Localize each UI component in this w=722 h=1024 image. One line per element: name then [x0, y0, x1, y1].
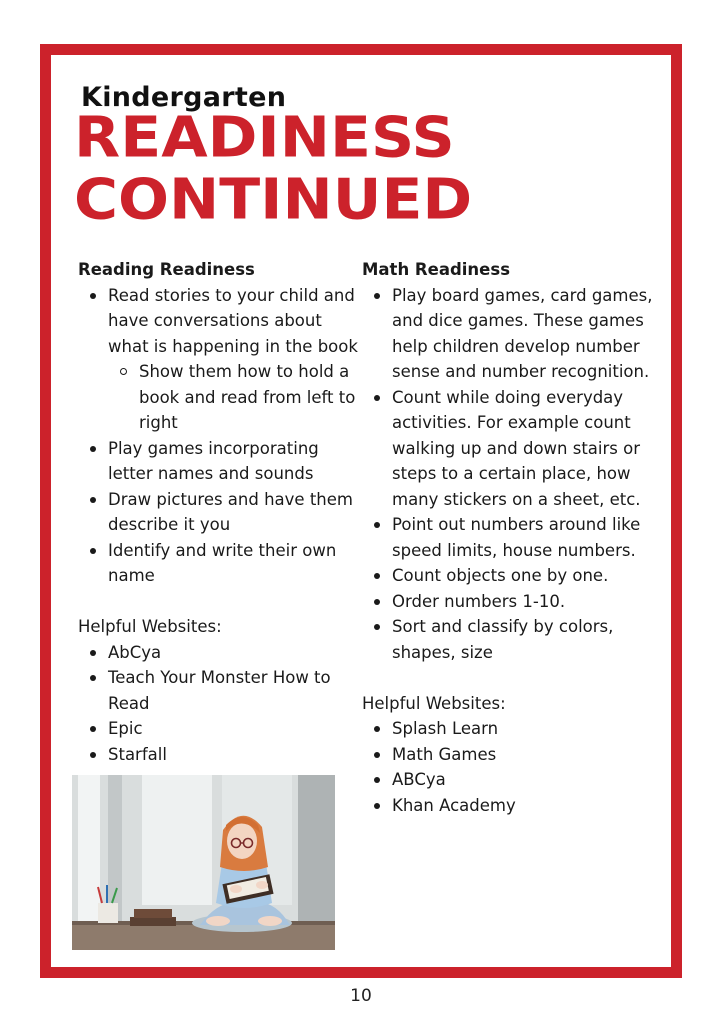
math-websites-list [362, 716, 662, 818]
list-item: Identify and write their own name [78, 538, 360, 589]
list-item: Play board games, card games, and dice games. These games help children develop number sense and number recognition. [362, 283, 662, 385]
list-item: Count objects one by one. [362, 563, 662, 589]
math-list [362, 283, 662, 666]
website-item: AbCya [78, 640, 360, 666]
child-reading-photo [72, 775, 335, 950]
list-item: Play games incorporating letter names and sounds [78, 436, 360, 487]
header-kicker: Kindergarten [81, 82, 287, 113]
list-item: Order numbers 1-10. [362, 589, 662, 615]
website-item: Teach Your Monster How to Read [78, 665, 360, 716]
reading-websites-list [78, 640, 360, 768]
math-readiness-section [362, 257, 662, 818]
reading-heading: Reading Readiness [78, 260, 255, 279]
website-item: Starfall [78, 742, 360, 768]
math-websites-label: Helpful Websites: [362, 693, 506, 713]
list-item: Draw pictures and have them describe it you [78, 487, 360, 538]
list-item: Read stories to your child and have conversations about what is happening in the book [78, 283, 360, 360]
website-item: ABCya [362, 767, 662, 793]
reading-list [78, 283, 360, 589]
list-item: Count while doing everyday activities. For example count walking up and down stairs or steps to a certain place, how many stickers on a sheet, etc. [362, 385, 662, 513]
website-item: Splash Learn [362, 716, 662, 742]
sub-list-item: Show them how to hold a book and read from left to right [78, 359, 360, 436]
page-number: 10 [350, 986, 372, 1006]
child-reading-illustration [72, 775, 335, 950]
title-line-2: CONTINUED [74, 167, 473, 233]
website-item: Math Games [362, 742, 662, 768]
website-item: Khan Academy [362, 793, 662, 819]
list-item: Point out numbers around like speed limits, house numbers. [362, 512, 662, 563]
list-item: Sort and classify by colors, shapes, size [362, 614, 662, 665]
reading-websites-label: Helpful Websites: [78, 617, 222, 636]
website-item: Epic [78, 716, 360, 742]
reading-readiness-section [78, 257, 360, 767]
title-line-1: READINESS [74, 105, 455, 171]
math-heading: Math Readiness [362, 260, 511, 279]
